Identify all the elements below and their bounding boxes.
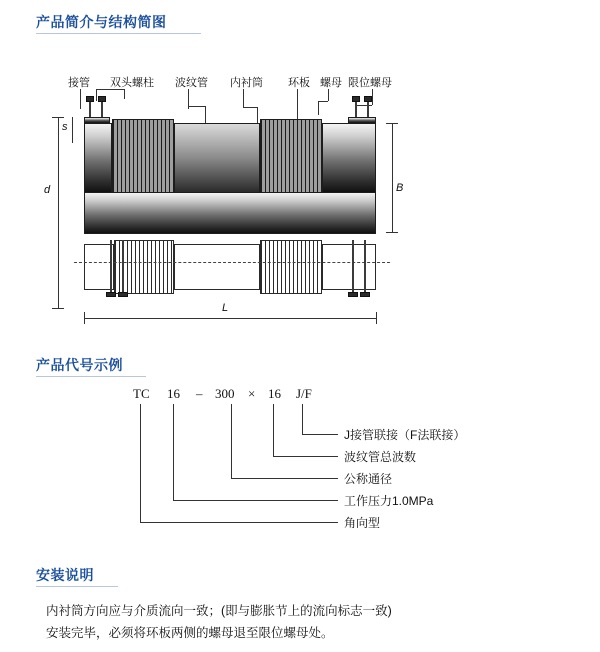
code-leader-300 <box>231 404 232 478</box>
dim-L-text: L <box>222 302 229 314</box>
code-leader-16b <box>273 404 274 456</box>
stud-lower-right-1 <box>352 240 354 292</box>
leader-7b <box>356 105 372 106</box>
callout-label-3: 波纹管 <box>175 77 208 89</box>
section-rule-intro <box>36 33 201 34</box>
code-line-tc <box>140 522 338 523</box>
code-token-300: 300 <box>215 386 235 401</box>
dim-B-text: B <box>396 182 404 194</box>
leader-3c <box>188 106 206 107</box>
leader-2a <box>96 89 97 101</box>
dim-B-tick-bottom <box>386 232 398 233</box>
dim-s-text: s <box>62 121 68 133</box>
code-line-300 <box>231 478 338 479</box>
limit-nut-lower-left <box>106 292 116 297</box>
code-desc-wave-count: 波纹管总波数 <box>344 450 417 464</box>
leader-2b <box>96 89 124 90</box>
section-heading-install: 安装说明 <box>36 567 94 583</box>
dim-s-line <box>72 117 73 143</box>
bellows-lower-right <box>260 240 322 294</box>
leader-2c <box>124 89 125 99</box>
section-heading-intro: 产品简介与结构简图 <box>36 14 167 30</box>
dim-B-line <box>392 123 393 233</box>
code-token-16a: 16 <box>167 386 180 401</box>
code-leader-tc <box>140 404 141 522</box>
code-line-jf <box>302 434 338 435</box>
pipe-stub-right <box>322 123 376 193</box>
limit-nut-lower-right <box>348 292 358 297</box>
callout-label-4: 内衬筒 <box>230 77 263 89</box>
install-note-line-2: 安装完毕，必须将环板两侧的螺母退至限位螺母处。 <box>46 626 334 640</box>
leader-1 <box>80 89 81 109</box>
code-leader-jf <box>302 404 303 434</box>
leader-6b <box>318 101 328 102</box>
code-token-tc: TC <box>133 386 150 401</box>
section-heading-code: 产品代号示例 <box>36 357 123 373</box>
leader-4b <box>243 107 257 108</box>
code-token-16b: 16 <box>268 386 281 401</box>
code-desc-connection: J接管联接（F法联接） <box>344 428 466 442</box>
dim-B-tick-top <box>386 123 398 124</box>
dim-L-tick-right <box>376 312 377 324</box>
callout-label-1: 接管 <box>68 77 90 89</box>
leader-5 <box>297 89 298 123</box>
bellows-upper-left <box>112 119 174 193</box>
code-token-dash: – <box>196 386 203 401</box>
stud-lower-left-1 <box>110 240 112 292</box>
callout-label-5: 环板 <box>288 77 310 89</box>
leader-6 <box>328 89 329 101</box>
install-note-line-1: 内衬筒方向应与介质流向一致；(即与膨胀节上的流向标志一致) <box>46 604 392 618</box>
dim-d-text: d <box>44 184 51 196</box>
code-leader-16a <box>173 404 174 500</box>
code-token-times: × <box>248 386 256 401</box>
pipe-stub-left <box>84 123 112 193</box>
dim-L-tick-left <box>84 312 85 324</box>
limit-nut-lower-right-2 <box>360 292 370 297</box>
callout-label-7: 限位螺母 <box>348 77 392 89</box>
code-token-jf: J/F <box>296 386 312 401</box>
bellows-upper-right <box>260 119 322 193</box>
code-line-16b <box>273 456 338 457</box>
section-rule-code <box>36 376 146 377</box>
section-rule-install <box>36 586 118 587</box>
code-designation-diagram <box>0 386 600 556</box>
code-desc-type: 角向型 <box>344 516 381 530</box>
code-desc-diameter: 公称通径 <box>344 472 393 486</box>
liner-sleeve-section <box>174 244 260 290</box>
stud-lower-right-2 <box>364 240 366 292</box>
code-line-16a <box>173 500 338 501</box>
leader-4 <box>243 89 244 107</box>
dim-d-tick-bottom <box>52 308 64 309</box>
pipe-stub-right-section <box>322 244 376 290</box>
code-desc-pressure: 工作压力1.0MPa <box>344 494 434 508</box>
limit-nut-lower-left-2 <box>118 292 128 297</box>
callout-label-6: 螺母 <box>320 77 342 89</box>
dim-d-line <box>58 117 59 309</box>
leader-6c <box>318 101 319 115</box>
leader-7 <box>372 89 373 105</box>
joint-body-shade <box>84 192 376 234</box>
stud-lower-left-2 <box>122 240 124 292</box>
dim-L-line <box>84 318 376 319</box>
structure-diagram <box>0 44 600 344</box>
liner-sleeve <box>174 123 260 193</box>
dim-d-tick-top <box>52 117 64 118</box>
callout-label-2: 双头螺柱 <box>110 77 154 89</box>
